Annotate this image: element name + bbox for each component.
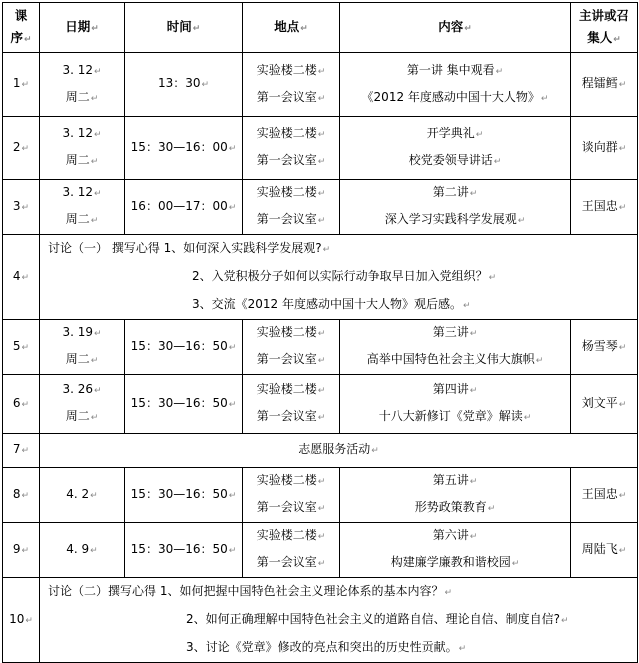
row-place: 实验楼二楼↵ 第一会议室↵ bbox=[243, 468, 340, 523]
discussion-cell: 讨论（二）撰写心得 1、如何把握中国特色社会主义理论体系的基本内容？↵ 2、如何正确理解中国特色社会主义的道路自信、理论自信、制度自信?↵ 3、讨论《党章》修改的亮点和突出的历史性贡献。↵ bbox=[40, 578, 638, 663]
row-speaker: 王国忠↵ bbox=[571, 180, 638, 235]
row-index: 5↵ bbox=[3, 320, 40, 375]
row-date: 4. 2↵ bbox=[40, 468, 125, 523]
header-date: 日期↵ bbox=[40, 3, 125, 53]
row-place: 实验楼二楼↵ 第一会议室↵ bbox=[243, 180, 340, 235]
row-time: 15：30—16：50↵ bbox=[125, 320, 243, 375]
row-place: 实验楼二楼↵ 第一会议室↵ bbox=[243, 523, 340, 578]
row-place: 实验楼二楼↵ 第一会议室↵ bbox=[243, 53, 340, 117]
row-date: 4. 9↵ bbox=[40, 523, 125, 578]
header-time: 时间↵ bbox=[125, 3, 243, 53]
row-date: 3. 12↵ 周二↵ bbox=[40, 180, 125, 235]
table-row bbox=[3, 434, 638, 468]
row-time: 16：00—17：00↵ bbox=[125, 180, 243, 235]
row-index: 10↵ bbox=[3, 578, 40, 663]
table-row bbox=[3, 375, 638, 434]
row-date: 3. 19↵ 周二↵ bbox=[40, 320, 125, 375]
schedule-table bbox=[2, 2, 638, 663]
table-row bbox=[3, 53, 638, 117]
row-index: 1↵ bbox=[3, 53, 40, 117]
table-row bbox=[3, 117, 638, 180]
row-speaker: 王国忠↵ bbox=[571, 468, 638, 523]
row-time: 15：30—16：00↵ bbox=[125, 117, 243, 180]
row-date: 3. 12↵ 周二↵ bbox=[40, 117, 125, 180]
row-place: 实验楼二楼↵ 第一会议室↵ bbox=[243, 320, 340, 375]
header-index: 课 序↵ bbox=[3, 3, 40, 53]
row-speaker: 杨雪琴↵ bbox=[571, 320, 638, 375]
row-index: 3↵ bbox=[3, 180, 40, 235]
row-speaker: 谈向群↵ bbox=[571, 117, 638, 180]
row-content: 第六讲↵ 构建廉学廉教和谐校园↵ bbox=[340, 523, 571, 578]
header-row bbox=[3, 3, 638, 53]
row-speaker: 刘文平↵ bbox=[571, 375, 638, 434]
table-row bbox=[3, 523, 638, 578]
row-content: 开学典礼↵ 校党委领导讲话↵ bbox=[340, 117, 571, 180]
table-row bbox=[3, 180, 638, 235]
row-time: 13：30↵ bbox=[125, 53, 243, 117]
discussion-cell: 讨论（一） 撰写心得 1、如何深入实践科学发展观?↵ 2、入党积极分子如何以实际行动争取早日加入党组织？↵ 3、交流《2012 年度感动中国十大人物》观后感。↵ bbox=[40, 235, 638, 320]
row-date: 3. 12↵ 周二↵ bbox=[40, 53, 125, 117]
header-speaker: 主讲或召 集人↵ bbox=[571, 3, 638, 53]
row-index: 9↵ bbox=[3, 523, 40, 578]
row-time: 15：30—16：50↵ bbox=[125, 468, 243, 523]
row-date: 3. 26↵ 周二↵ bbox=[40, 375, 125, 434]
row-time: 15：30—16：50↵ bbox=[125, 523, 243, 578]
row-content: 第四讲↵ 十八大新修订《党章》解读↵ bbox=[340, 375, 571, 434]
header-place: 地点↵ bbox=[243, 3, 340, 53]
table-row bbox=[3, 578, 638, 663]
row-content: 第三讲↵ 高举中国特色社会主义伟大旗帜↵ bbox=[340, 320, 571, 375]
row-index: 8↵ bbox=[3, 468, 40, 523]
row-content: 第五讲↵ 形势政策教育↵ bbox=[340, 468, 571, 523]
table-row bbox=[3, 235, 638, 320]
activity-cell: 志愿服务活动↵ bbox=[40, 434, 638, 468]
row-content: 第二讲↵ 深入学习实践科学发展观↵ bbox=[340, 180, 571, 235]
row-content: 第一讲 集中观看↵ 《2012 年度感动中国十大人物》↵ bbox=[340, 53, 571, 117]
header-content: 内容↵ bbox=[340, 3, 571, 53]
row-place: 实验楼二楼↵ 第一会议室↵ bbox=[243, 117, 340, 180]
table-row bbox=[3, 320, 638, 375]
row-place: 实验楼二楼↵ 第一会议室↵ bbox=[243, 375, 340, 434]
row-index: 4↵ bbox=[3, 235, 40, 320]
row-index: 6↵ bbox=[3, 375, 40, 434]
row-time: 15：30—16：50↵ bbox=[125, 375, 243, 434]
row-index: 7↵ bbox=[3, 434, 40, 468]
row-speaker: 周陆飞↵ bbox=[571, 523, 638, 578]
row-index: 2↵ bbox=[3, 117, 40, 180]
table-row bbox=[3, 468, 638, 523]
row-speaker: 程镭鳕↵ bbox=[571, 53, 638, 117]
